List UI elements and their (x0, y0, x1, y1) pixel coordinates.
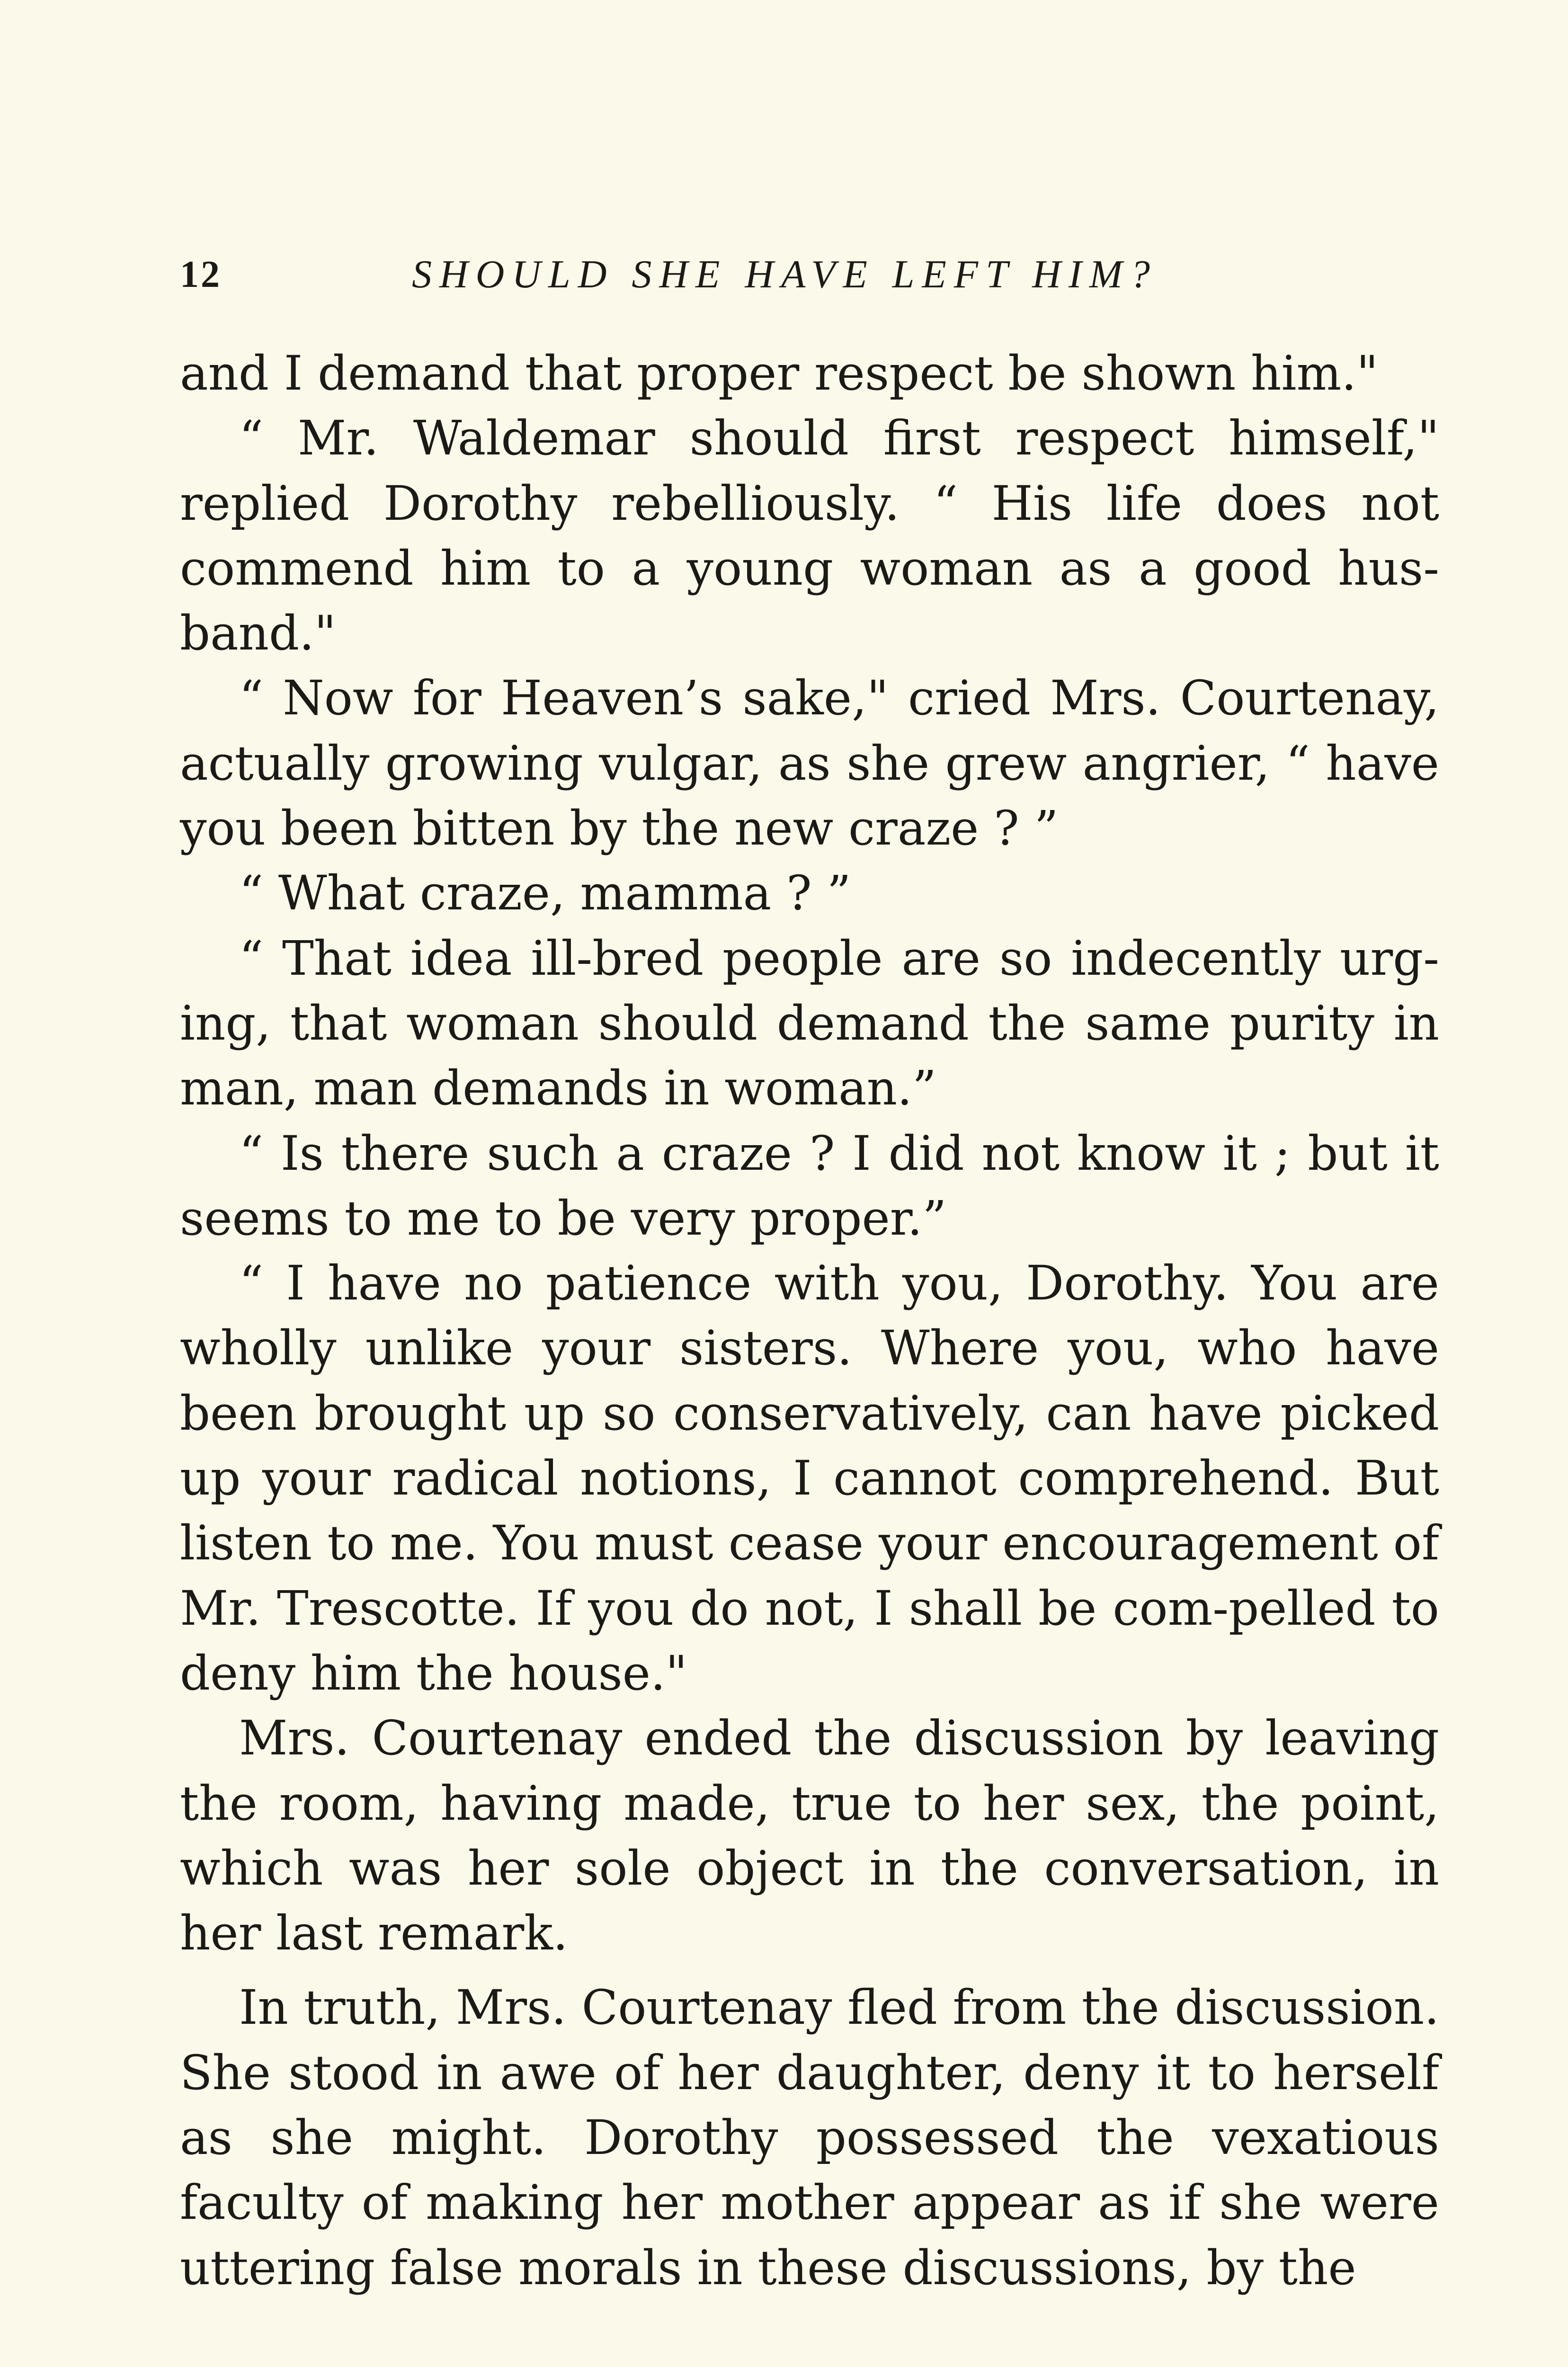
paragraph-5: “ That idea ill-bred people are so indecently urg-ing, that woman should demand the same purity in man, man demands in woman.” (180, 930, 1439, 1116)
running-head (180, 249, 1444, 301)
paragraph-7: “ I have no patience with you, Dorothy. You are wholly unlike your sisters. Where you, who have been brought up so conservatively, can have picked up your radical notions, I cannot comprehend. But listen to me. You must cease your encouragement of Mr. Trescotte. If you do not, I shall be com-pelled to deny him the house." (180, 1255, 1439, 1701)
paragraph-9: In truth, Mrs. Courtenay fled from the discussion. She stood in awe of her daughter, deny it to herself as she might. Dorothy possessed the vexatious faculty of making her mother appear as if she were uttering false morals in these discussions, by the (180, 1980, 1439, 2296)
paragraph-4: “ What craze, mamma ? ” (239, 865, 851, 921)
paragraph-6: “ Is there such a craze ? I did not know it ; but it seems to me to be very proper.” (180, 1125, 1439, 1246)
body-text (180, 341, 1439, 2300)
page-number: 12 (180, 254, 222, 295)
paragraph-3: “ Now for Heaven’s sake," cried Mrs. Courtenay, actually growing vulgar, as she grew angrier, “ have you been bitten by the new craze ? ” (180, 670, 1439, 856)
paragraph-8: Mrs. Courtenay ended the discussion by leaving the room, having made, true to her sex, the point, which was her sole object in the conversation, in her last remark. (180, 1710, 1439, 1961)
paragraph-2: “ Mr. Waldemar should first respect himself," replied Dorothy rebelliously. “ His life does not commend him to a young woman as a good hus-band." (180, 410, 1439, 661)
paragraph-1: and I demand that proper respect be shown him." (180, 346, 1379, 401)
running-title: SHOULD SHE HAVE LEFT HIM? (412, 252, 1158, 296)
